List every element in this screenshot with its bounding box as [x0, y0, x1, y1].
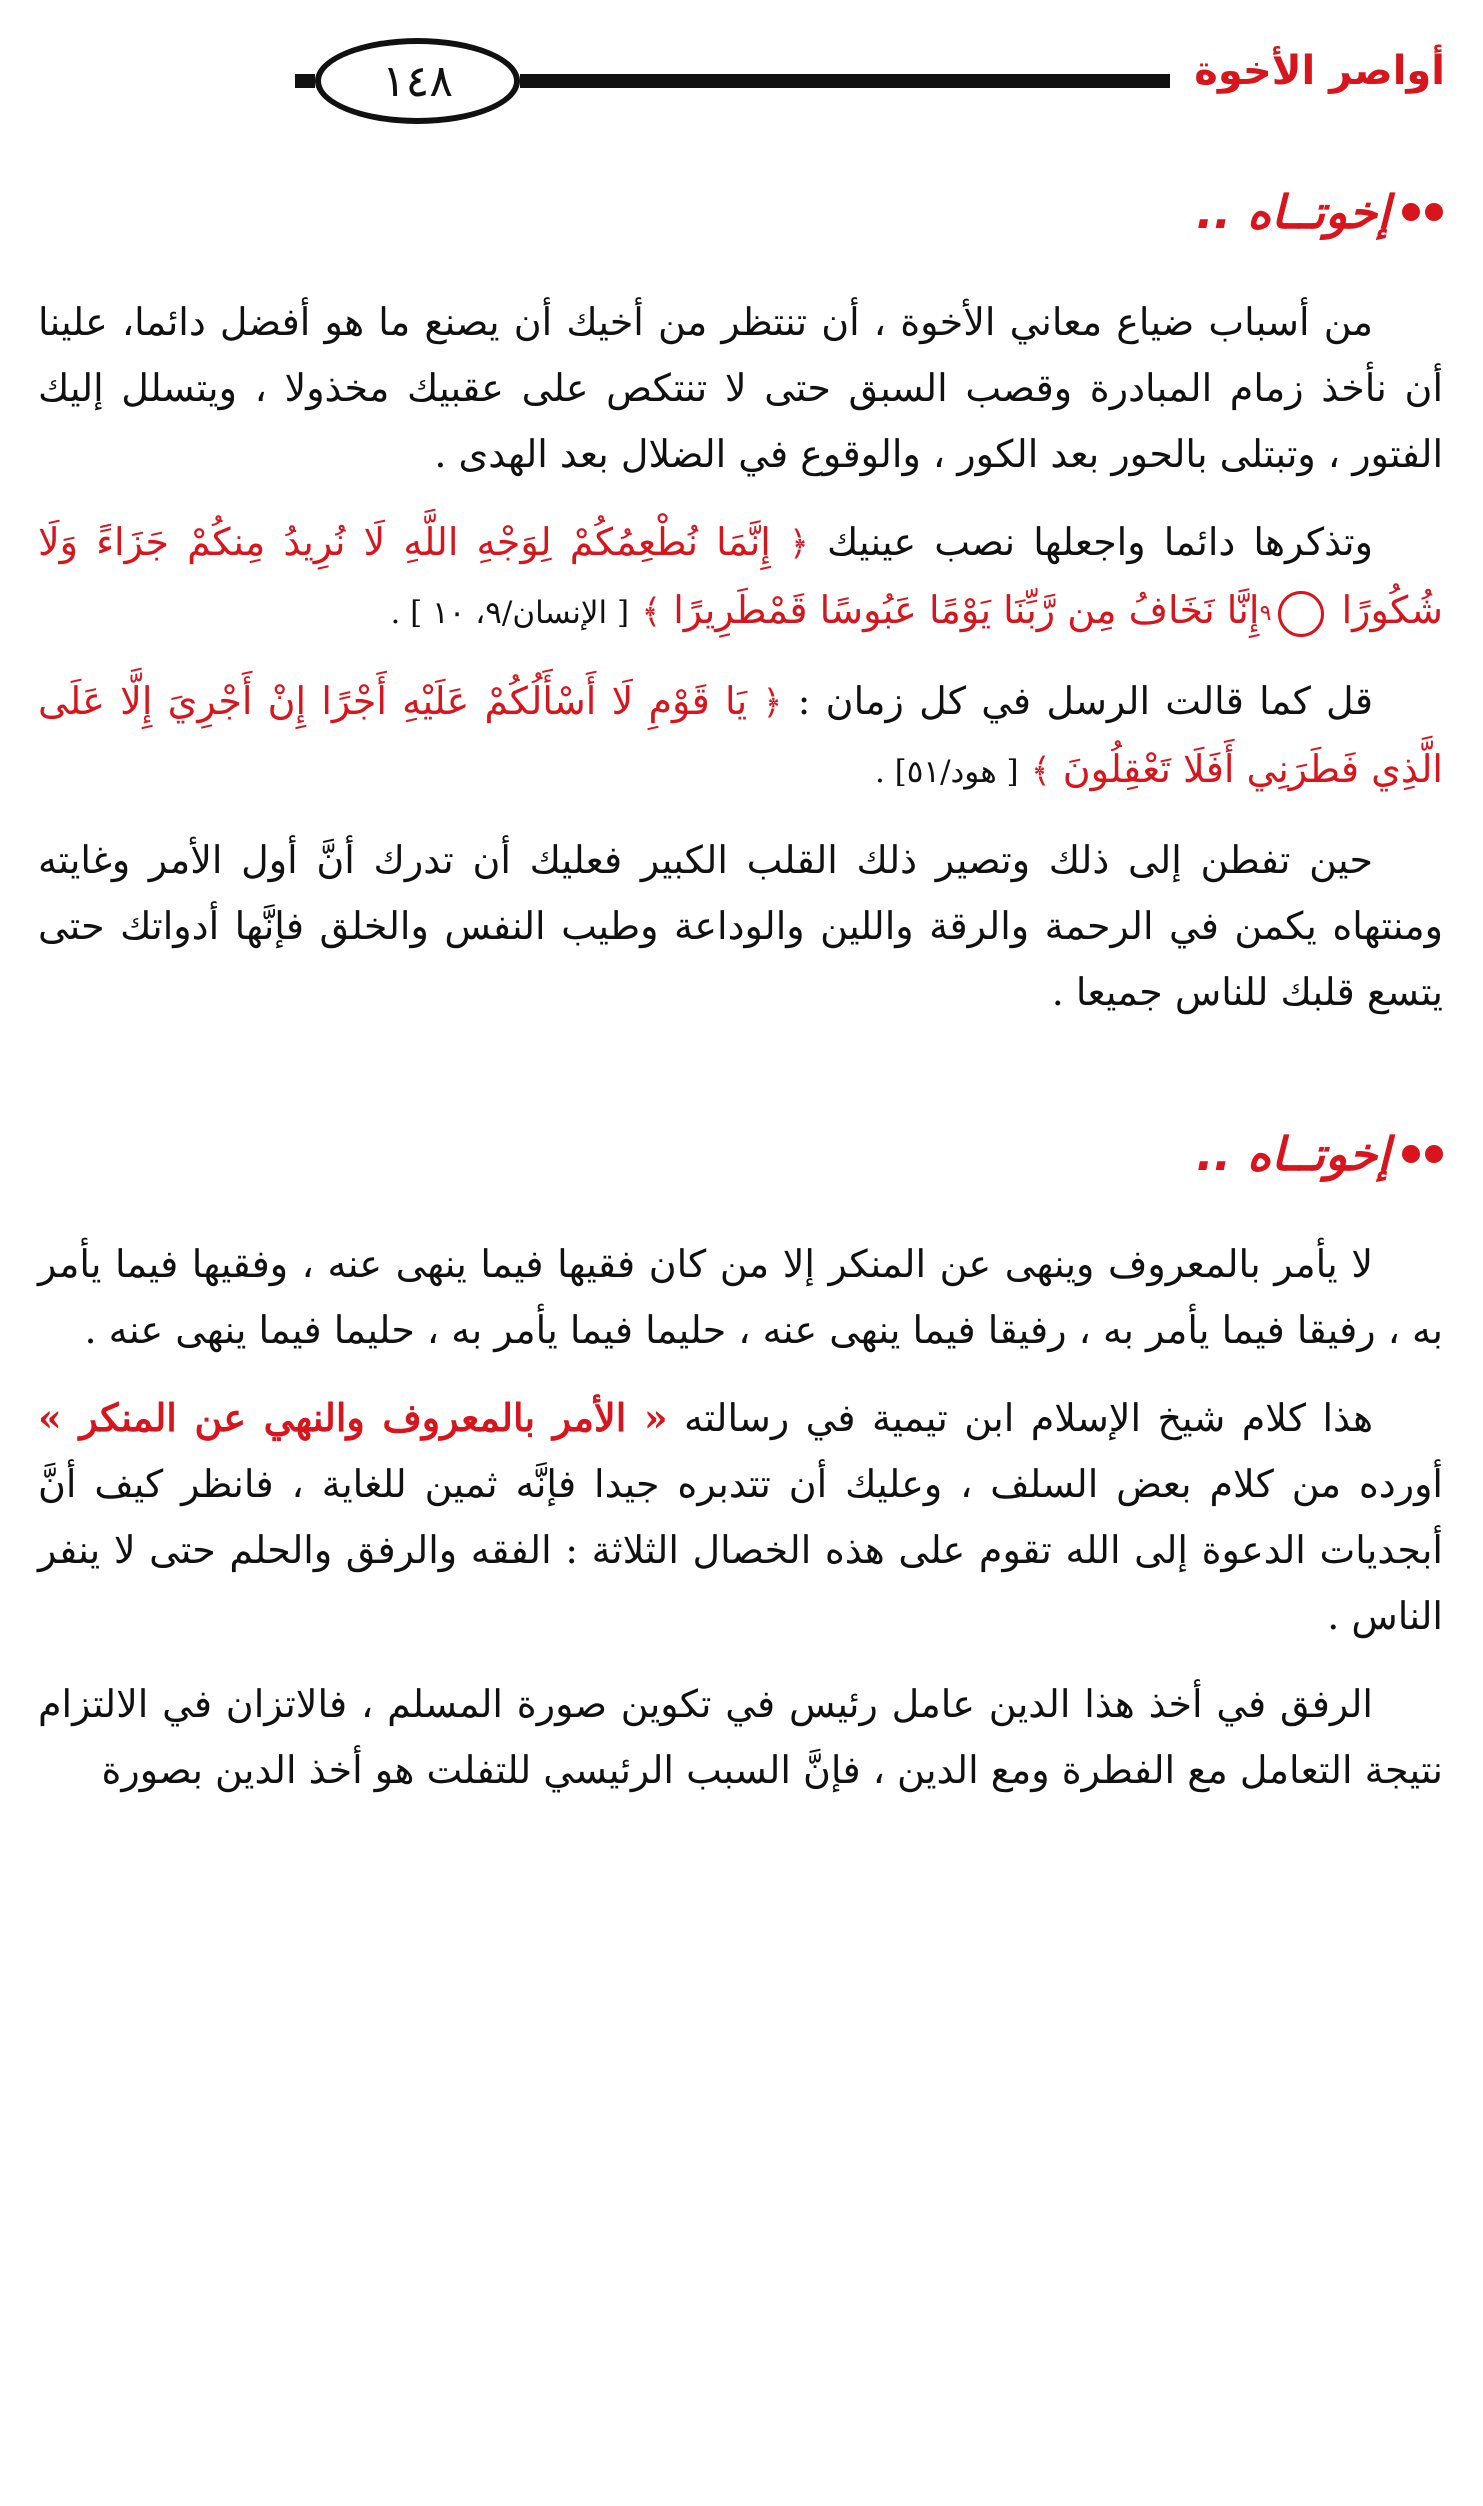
- paragraph: لا يأمر بالمعروف وينهى عن المنكر إلا من كان فقيها فيما ينهى عنه ، وفقيها فيما يأمر به ، رفيقا فيما يأمر به ، رفيقا فيما ينهى عنه ، حليما فيما يأمر به ، حليما فيما ينهى عنه .: [38, 1242, 1443, 1352]
- paragraph-with-verse: [38, 509, 1443, 646]
- header-rule-end: [295, 74, 315, 88]
- quran-verse: إِنَّمَا نُطْعِمُكُمْ لِوَجْهِ اللَّهِ لَا نُرِيدُ مِنكُمْ جَزَاءً وَلَا شُكُورًا: [38, 520, 1443, 632]
- verse-close-ornament: ﴾: [641, 592, 662, 632]
- ayah-number-marker: ٩: [1278, 591, 1324, 637]
- verse-citation: [ هود/٥١] .: [874, 754, 1019, 790]
- paragraph: من أسباب ضياع معاني الأخوة ، أن تنتظر من أخيك أن يصنع ما هو أفضل دائما، علينا أن نأخذ زمام المبادرة وقصب السبق حتى لا تنتكص على عقبيك مخذولا ، ويتسلل إليك الفتور ، وتبتلى بالحور بعد الكور ، والوقوع في الضلال بعد الهدى .: [38, 300, 1443, 476]
- page-content: [38, 175, 1443, 1825]
- page-number: ١٤٨: [382, 55, 453, 107]
- treatise-title: « الأمر بالمعروف والنهي عن المنكر »: [38, 1395, 668, 1440]
- paragraph-rest: أورده من كلام بعض السلف ، وعليك أن تتدبره جيدا فإنَّه ثمين للغاية ، فانظر كيف أنَّ أبجديات الدعوة إلى الله تقوم على هذه الخصال الثلاثة : الفقه والرفق والحلم حتى لا ينفر الناس .: [38, 1462, 1443, 1638]
- section-heading-text: إخوتــاه ..: [1196, 1127, 1390, 1181]
- page-number-oval: [315, 38, 520, 124]
- verse-open-ornament: ﴿: [788, 524, 809, 564]
- paragraph-lead: هذا كلام شيخ الإسلام ابن تيمية في رسالته: [684, 1396, 1373, 1440]
- paragraph: حين تفطن إلى ذلك وتصير ذلك القلب الكبير فعليك أن تدرك أنَّ أول الأمر وغايته ومنتهاه يكمن في الرحمة والرقة واللين والوداعة وطيب النفس والخلق فإنَّها أدواتك حتى يتسع قلبك للناس جميعا .: [38, 838, 1443, 1014]
- section-heading: [38, 185, 1443, 239]
- paragraph-lead: وتذكرها دائما واجعلها نصب عينيك: [827, 520, 1373, 564]
- verse-close-ornament: ﴾: [1030, 751, 1051, 791]
- double-dot-bullet-icon: [1402, 203, 1443, 221]
- book-title: أواصر الأخوة: [1194, 48, 1445, 94]
- quran-verse: إِنَّا نَخَافُ مِن رَّبِّنَا يَوْمًا عَبُوسًا قَمْطَرِيرًا: [673, 588, 1260, 632]
- double-dot-bullet-icon: [1402, 1145, 1443, 1163]
- paragraph: الرفق في أخذ هذا الدين عامل رئيس في تكوين صورة المسلم ، فالاتزان في الالتزام نتيجة التعامل مع الفطرة ومع الدين ، فإنَّ السبب الرئيسي للتفلت هو أخذ الدين بصورة: [38, 1682, 1443, 1792]
- running-header: [40, 30, 1445, 130]
- section-heading-text: إخوتــاه ..: [1196, 185, 1390, 239]
- section-heading: [38, 1127, 1443, 1181]
- quran-verse: يَا قَوْمِ لَا أَسْأَلُكُمْ عَلَيْهِ أَجْرًا إِنْ أَجْرِيَ إِلَّا عَلَى الَّذِي فَطَرَنِي أَفَلَا تَعْقِلُونَ: [38, 679, 1443, 791]
- paragraph-with-verse: [38, 668, 1443, 805]
- paragraph-lead: قل كما قالت الرسل في كل زمان :: [797, 679, 1373, 723]
- verse-citation: [ الإنسان/٩، ١٠ ] .: [390, 595, 630, 631]
- header-rule: [520, 74, 1170, 88]
- section-spacer: [38, 1047, 1443, 1117]
- verse-open-ornament: ﴿: [762, 683, 783, 723]
- paragraph-with-title: [38, 1385, 1443, 1649]
